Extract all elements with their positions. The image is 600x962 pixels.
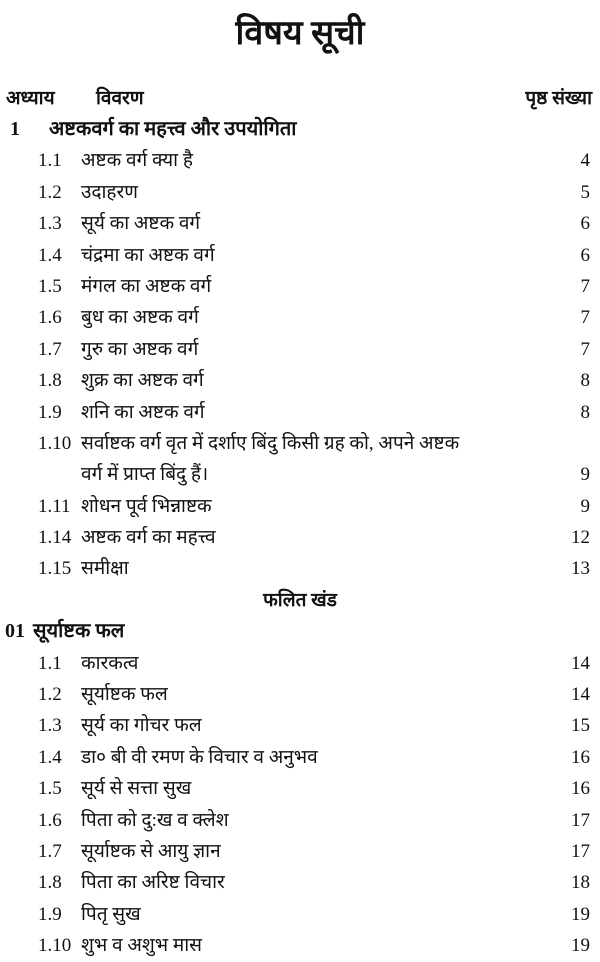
entry-title: बुध का अष्टक वर्ग [81,307,199,329]
entry-page: 4 [580,150,590,172]
toc-entry [0,397,600,428]
entry-number: 1.1 [38,150,62,172]
entry-number: 1.10 [38,935,72,957]
entry-title: डा० बी वी रमण के विचार व अनुभव [81,746,318,768]
entry-number: 1.5 [38,778,62,800]
entry-page: 7 [580,338,590,360]
entry-title: कारकत्व [81,652,139,674]
entry-number: 1.15 [38,558,72,580]
entry-number: 1.3 [38,715,62,737]
entry-title: शुभ व अशुभ मास [81,935,203,957]
toc-list [0,114,600,962]
entry-number: 1.7 [38,338,62,360]
entry-title: शुक्र का अष्टक वर्ग [81,370,204,392]
toc-entry [0,773,600,804]
toc-entry [0,334,600,365]
entry-number: 1.10 [38,432,72,454]
header-page: पृष्ठ संख्या [525,88,592,109]
entry-page: 9 [580,464,590,486]
entry-page: 16 [571,778,590,800]
entry-number: 1.4 [38,244,62,266]
entry-number: 1.11 [38,495,71,517]
chapter-heading [0,114,600,145]
entry-page: 6 [580,244,590,266]
entry-page: 17 [571,840,590,862]
entry-page: 19 [571,935,590,957]
entry-title: गुरु का अष्टक वर्ग [81,338,199,360]
toc-entry [0,805,600,836]
entry-title: पितृ सुख [81,903,141,925]
entry-page: 16 [571,746,590,768]
toc-entry [0,302,600,333]
entry-title: सूर्याष्टक फल [81,684,168,706]
toc-entry [0,428,600,459]
toc-entry [0,459,600,490]
header-chapter: अध्याय [6,88,55,109]
entry-page: 5 [580,181,590,203]
page-title: विषय सूची [235,15,365,52]
entry-page: 19 [571,903,590,925]
entry-title: चंद्रमा का अष्टक वर्ग [81,244,215,266]
entry-title: पिता का अरिष्ट विचार [81,872,225,894]
entry-page: 9 [580,495,590,517]
toc-entry [0,899,600,930]
entry-number: 1.9 [38,903,62,925]
entry-page: 18 [571,872,590,894]
entry-title: शोधन पूर्व भिन्नाष्टक [81,495,212,517]
section-heading [0,585,600,616]
entry-number: 1.1 [38,652,62,674]
entry-page: 6 [580,213,590,235]
toc-entry [0,930,600,961]
entry-title: सूर्याष्टक फल [33,620,125,643]
entry-number: 1.6 [38,307,62,329]
toc-entry [0,553,600,584]
entry-title: समीक्षा [81,558,129,580]
entry-title: मंगल का अष्टक वर्ग [81,275,212,297]
toc-entry [0,836,600,867]
entry-page: 15 [571,715,590,737]
entry-page: 7 [580,307,590,329]
entry-title: पिता को दु:ख व क्लेश [81,809,229,831]
toc-entry [0,742,600,773]
chapter-heading [0,616,600,647]
entry-page: 12 [571,527,590,549]
toc-entry [0,177,600,208]
entry-number: 1.8 [38,872,62,894]
entry-title: सूर्य का गोचर फल [81,715,202,737]
toc-entry [0,240,600,271]
entry-page: 14 [571,684,590,706]
toc-entry [0,710,600,741]
toc-entry [0,208,600,239]
entry-number: 01 [5,620,25,643]
entry-title: सूर्य का अष्टक वर्ग [81,213,201,235]
entry-title: वर्ग में प्राप्त बिंदु हैं। [81,464,209,486]
entry-number: 1.8 [38,370,62,392]
entry-number: 1.14 [38,527,72,549]
entry-title: अष्टक वर्ग का महत्त्व [81,527,216,549]
entry-number: 1.6 [38,809,62,831]
header-description: विवरण [96,88,144,109]
column-header [0,84,600,112]
entry-page: 17 [571,809,590,831]
entry-number: 1.2 [38,684,62,706]
toc-entry [0,145,600,176]
entry-number: 1.7 [38,840,62,862]
entry-number: 1.4 [38,746,62,768]
entry-title: उदाहरण [81,181,139,203]
toc-entry [0,648,600,679]
entry-title: सूर्याष्टक से आयु ज्ञान [81,840,221,862]
entry-title: फलित खंड [263,589,337,611]
entry-page: 13 [571,558,590,580]
toc-entry [0,679,600,710]
toc-entry [0,491,600,522]
toc-entry [0,522,600,553]
entry-page: 8 [580,401,590,423]
toc-entry [0,271,600,302]
entry-page: 8 [580,370,590,392]
entry-title: अष्टक वर्ग क्या है [81,150,193,172]
toc-entry [0,867,600,898]
entry-title: सर्वाष्टक वर्ग वृत में दर्शाए बिंदु किसी ग्रह को, अपने अष्टक [81,432,460,454]
entry-title: सूर्य से सत्ता सुख [81,778,192,800]
entry-number: 1.5 [38,275,62,297]
entry-page: 14 [571,652,590,674]
entry-number: 1.3 [38,213,62,235]
entry-title: शनि का अष्टक वर्ग [81,401,205,423]
entry-title: अष्टकवर्ग का महत्त्व और उपयोगिता [49,118,297,140]
entry-page: 7 [580,275,590,297]
entry-number: 1.2 [38,181,62,203]
entry-number: 1.9 [38,401,62,423]
toc-entry [0,365,600,396]
entry-number: 1 [10,118,20,140]
